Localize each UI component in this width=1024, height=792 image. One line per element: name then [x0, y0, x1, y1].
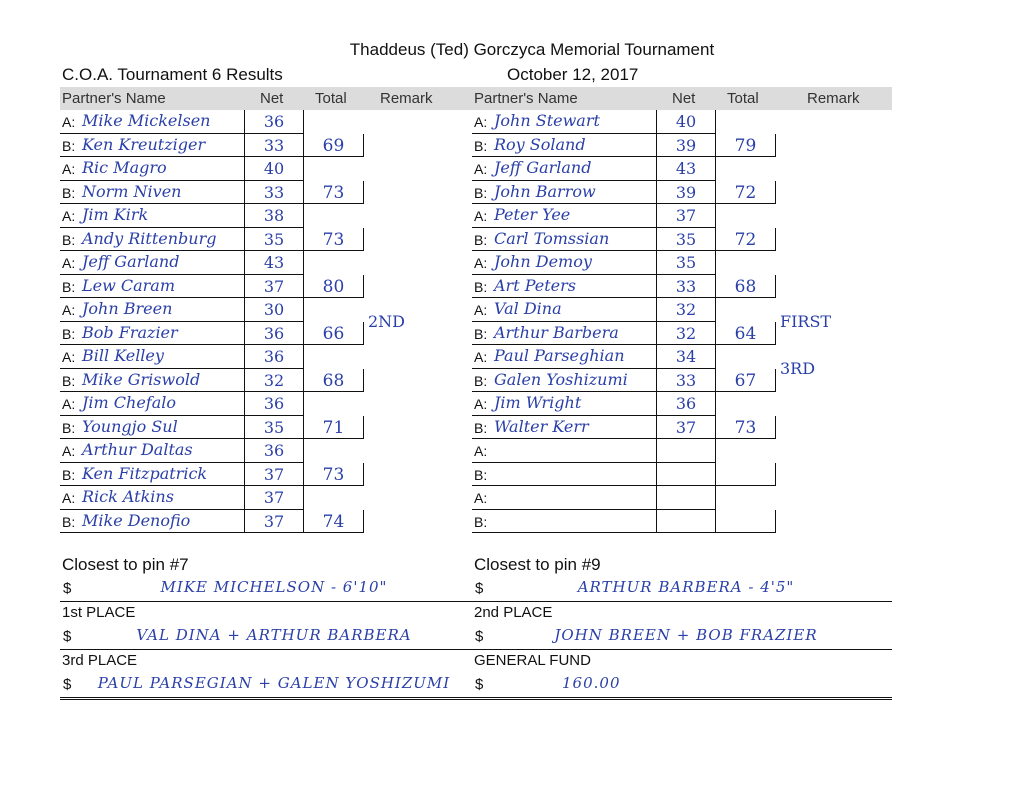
partner-name: Art Peters — [494, 275, 576, 295]
right-score-sheet — [472, 87, 892, 533]
closest-pin-9-label: Closest to pin #9 — [474, 555, 601, 574]
player-row-b — [472, 463, 892, 487]
divider — [472, 697, 892, 700]
page-title: Thaddeus (Ted) Gorczyca Memorial Tournament — [349, 40, 715, 59]
slot-label: A: — [62, 443, 76, 459]
net-score: 37 — [244, 486, 304, 510]
player-row-a — [60, 439, 480, 463]
partner-name: Ken Kreutziger — [82, 134, 206, 154]
team-total: 68 — [304, 369, 364, 393]
team-total: 68 — [716, 275, 776, 299]
net-score: 34 — [656, 345, 716, 369]
player-row-b — [472, 228, 892, 252]
partner-name: Jeff Garland — [82, 252, 180, 271]
slot-label: B: — [474, 513, 488, 530]
partner-header: Partner's Name — [474, 90, 578, 107]
net-score: 35 — [244, 228, 304, 252]
net-score: 40 — [656, 110, 716, 134]
divider — [60, 601, 480, 602]
net-score: 36 — [244, 392, 304, 416]
player-row-b — [60, 463, 480, 487]
slot-label: B: — [474, 184, 488, 201]
player-row-b — [60, 416, 480, 440]
player-row-b — [60, 369, 480, 393]
total-header: Total — [315, 90, 347, 107]
player-row-a — [472, 392, 892, 416]
first-place-label: 1st PLACE — [62, 604, 136, 621]
slot-label: B: — [62, 231, 76, 248]
slot-label: A: — [62, 208, 76, 224]
net-score: 30 — [244, 298, 304, 322]
player-row-a — [60, 110, 480, 134]
slot-label: A: — [62, 396, 76, 412]
player-row-a — [60, 345, 480, 369]
team-total — [716, 510, 776, 534]
slot-label: B: — [474, 419, 488, 436]
player-row-b — [60, 228, 480, 252]
partner-name: Roy Soland — [494, 134, 586, 154]
player-row-b — [472, 134, 892, 158]
closest-pin-9 — [472, 556, 892, 604]
slot-label: A: — [474, 349, 488, 365]
slot-label: A: — [62, 490, 76, 506]
slot-label: A: — [62, 255, 76, 271]
net-score: 40 — [244, 157, 304, 181]
dollar-sign: $ — [63, 628, 72, 645]
slot-label: B: — [62, 466, 76, 483]
closest-pin-7 — [60, 556, 480, 604]
slot-label: B: — [474, 137, 488, 154]
partner-name: John Barrow — [494, 181, 596, 201]
partner-name: Bill Kelley — [82, 346, 164, 365]
partner-name: John Stewart — [494, 111, 600, 130]
slot-label: B: — [62, 278, 76, 295]
remark-header: Remark — [807, 90, 860, 107]
partner-name: Norm Niven — [82, 181, 182, 201]
team-remark: 2ND — [368, 311, 406, 331]
net-score: 37 — [244, 275, 304, 299]
first-place — [60, 604, 480, 652]
left-prizes — [60, 556, 480, 700]
net-score: 36 — [656, 392, 716, 416]
slot-label: B: — [62, 372, 76, 389]
net-score: 36 — [244, 110, 304, 134]
team-total: 66 — [304, 322, 364, 346]
player-row-a — [60, 204, 480, 228]
net-score: 36 — [244, 345, 304, 369]
player-row-b — [60, 181, 480, 205]
third-place-label: 3rd PLACE — [62, 652, 138, 669]
team-total: 64 — [716, 322, 776, 346]
team-total: 72 — [716, 181, 776, 205]
partner-name: Jim Wright — [494, 393, 582, 412]
player-row-a — [472, 439, 892, 463]
partner-name: Carl Tomssian — [494, 228, 610, 248]
player-row-b — [472, 358, 892, 393]
right-header — [472, 87, 892, 110]
partner-name: John Breen — [82, 299, 173, 318]
team-total: 73 — [304, 181, 364, 205]
player-row-b — [472, 510, 892, 534]
player-row-b — [472, 275, 892, 299]
partner-name: Galen Yoshizumi — [494, 369, 628, 389]
net-score: 35 — [656, 251, 716, 275]
net-header: Net — [260, 90, 284, 107]
partner-name: Lew Caram — [82, 275, 176, 295]
player-row-a — [472, 486, 892, 510]
partner-name: Ken Fitzpatrick — [82, 463, 208, 483]
remark-header: Remark — [380, 90, 433, 107]
slot-label: A: — [62, 114, 76, 130]
net-score: 37 — [656, 416, 716, 440]
slot-label: B: — [474, 278, 488, 295]
player-row-a — [472, 251, 892, 275]
net-score: 33 — [244, 181, 304, 205]
divider — [60, 649, 480, 650]
team-total — [716, 463, 776, 487]
closest-pin-7-label: Closest to pin #7 — [62, 555, 189, 574]
net-score: 37 — [656, 204, 716, 228]
slot-label: A: — [62, 161, 76, 177]
net-score: 35 — [656, 228, 716, 252]
partner-header: Partner's Name — [62, 90, 166, 107]
net-score: 37 — [244, 510, 304, 534]
net-score: 43 — [656, 157, 716, 181]
right-rows — [472, 110, 892, 533]
slot-label: B: — [62, 325, 76, 342]
slot-label: B: — [62, 513, 76, 530]
second-place-label: 2nd PLACE — [474, 604, 553, 621]
partner-name: John Demoy — [494, 252, 592, 271]
dollar-sign: $ — [475, 628, 484, 645]
slot-label: A: — [474, 396, 488, 412]
net-score — [656, 439, 716, 463]
divider — [60, 697, 480, 700]
player-row-a — [472, 345, 892, 369]
slot-label: B: — [62, 137, 76, 154]
slot-label: A: — [474, 161, 488, 177]
slot-label: A: — [474, 114, 488, 130]
slot-label: B: — [474, 231, 488, 248]
partner-name: Rick Atkins — [82, 487, 174, 506]
partner-name: Bob Frazier — [82, 322, 178, 342]
second-place-value: JOHN BREEN + BOB FRAZIER — [554, 626, 818, 644]
subtitle-row — [62, 65, 902, 85]
slot-label: A: — [474, 208, 488, 224]
team-total: 73 — [304, 463, 364, 487]
partner-name: Mike Denofio — [82, 510, 191, 530]
net-score — [656, 486, 716, 510]
slot-label: B: — [474, 372, 488, 389]
net-score: 32 — [656, 322, 716, 346]
partner-name: Jim Kirk — [82, 205, 149, 224]
team-total: 67 — [716, 369, 776, 393]
right-prizes — [472, 556, 892, 700]
player-row-b — [60, 275, 480, 299]
net-score: 43 — [244, 251, 304, 275]
first-place-value: VAL DINA + ARTHUR BARBERA — [136, 626, 412, 644]
net-score: 33 — [656, 369, 716, 393]
net-score: 39 — [656, 181, 716, 205]
net-score — [656, 463, 716, 487]
partner-name: Jim Chefalo — [82, 393, 177, 412]
tournament-label: C.O.A. Tournament 6 Results — [62, 65, 283, 84]
total-header: Total — [727, 90, 759, 107]
net-score: 36 — [244, 322, 304, 346]
row-divider — [472, 532, 776, 533]
team-total: 80 — [304, 275, 364, 299]
team-total: 79 — [716, 134, 776, 158]
partner-name: Mike Griswold — [82, 369, 201, 389]
net-score: 33 — [244, 134, 304, 158]
team-total: 73 — [304, 228, 364, 252]
divider — [472, 601, 892, 602]
partner-name: Youngjo Sul — [82, 416, 178, 436]
net-score: 32 — [244, 369, 304, 393]
partner-name: Walter Kerr — [494, 416, 589, 436]
slot-label: A: — [62, 349, 76, 365]
slot-label: B: — [62, 419, 76, 436]
player-row-b — [472, 181, 892, 205]
team-total: 74 — [304, 510, 364, 534]
third-place — [60, 652, 480, 700]
partner-name: Arthur Barbera — [494, 322, 619, 342]
second-place — [472, 604, 892, 652]
closest-pin-9-value: ARTHUR BARBERA - 4'5" — [577, 578, 795, 596]
player-row-a — [60, 251, 480, 275]
third-place-value: PAUL PARSEGIAN + GALEN YOSHIZUMI — [97, 674, 451, 692]
net-header: Net — [672, 90, 696, 107]
partner-name: Ric Magro — [82, 158, 167, 177]
slot-label: A: — [474, 443, 488, 459]
player-row-a — [60, 392, 480, 416]
tournament-date: October 12, 2017 — [507, 65, 639, 84]
player-row-a — [472, 110, 892, 134]
player-row-a — [60, 486, 480, 510]
closest-pin-7-value: MIKE MICHELSON - 6'10" — [160, 578, 388, 596]
player-row-a — [60, 157, 480, 181]
team-total: 71 — [304, 416, 364, 440]
slot-label: A: — [474, 302, 488, 318]
partner-name: Val Dina — [494, 299, 562, 318]
dollar-sign: $ — [475, 580, 484, 597]
team-remark: FIRST — [780, 311, 832, 331]
general-fund — [472, 652, 892, 700]
partner-name: Mike Mickelsen — [82, 111, 211, 130]
player-row-a — [472, 157, 892, 181]
player-row-b — [472, 311, 892, 346]
divider — [472, 649, 892, 650]
left-rows — [60, 110, 480, 533]
slot-label: B: — [474, 466, 488, 483]
net-score: 39 — [656, 134, 716, 158]
general-fund-value: 160.00 — [562, 674, 621, 692]
left-header — [60, 87, 480, 110]
slot-label: A: — [62, 302, 76, 318]
partner-name: Arthur Daltas — [82, 440, 193, 459]
team-total: 73 — [716, 416, 776, 440]
partner-name: Peter Yee — [494, 205, 571, 224]
player-row-a — [60, 298, 480, 322]
row-divider — [60, 532, 364, 533]
slot-label: B: — [62, 184, 76, 201]
net-score: 38 — [244, 204, 304, 228]
partner-name: Jeff Garland — [494, 158, 592, 177]
net-score: 36 — [244, 439, 304, 463]
slot-label: A: — [474, 255, 488, 271]
player-row-b — [472, 416, 892, 440]
team-total: 69 — [304, 134, 364, 158]
player-row-b — [60, 134, 480, 158]
dollar-sign: $ — [63, 580, 72, 597]
player-row-b — [60, 311, 480, 346]
partner-name: Paul Parseghian — [494, 346, 625, 365]
general-fund-label: GENERAL FUND — [474, 652, 591, 669]
net-score — [656, 510, 716, 534]
net-score: 32 — [656, 298, 716, 322]
team-remark: 3RD — [780, 358, 816, 378]
dollar-sign: $ — [475, 676, 484, 693]
net-score: 37 — [244, 463, 304, 487]
net-score: 35 — [244, 416, 304, 440]
partner-name: Andy Rittenburg — [82, 228, 217, 248]
dollar-sign: $ — [63, 676, 72, 693]
player-row-a — [472, 204, 892, 228]
slot-label: A: — [474, 490, 488, 506]
player-row-b — [60, 510, 480, 534]
net-score: 33 — [656, 275, 716, 299]
slot-label: B: — [474, 325, 488, 342]
team-total: 72 — [716, 228, 776, 252]
left-score-sheet — [60, 87, 480, 533]
